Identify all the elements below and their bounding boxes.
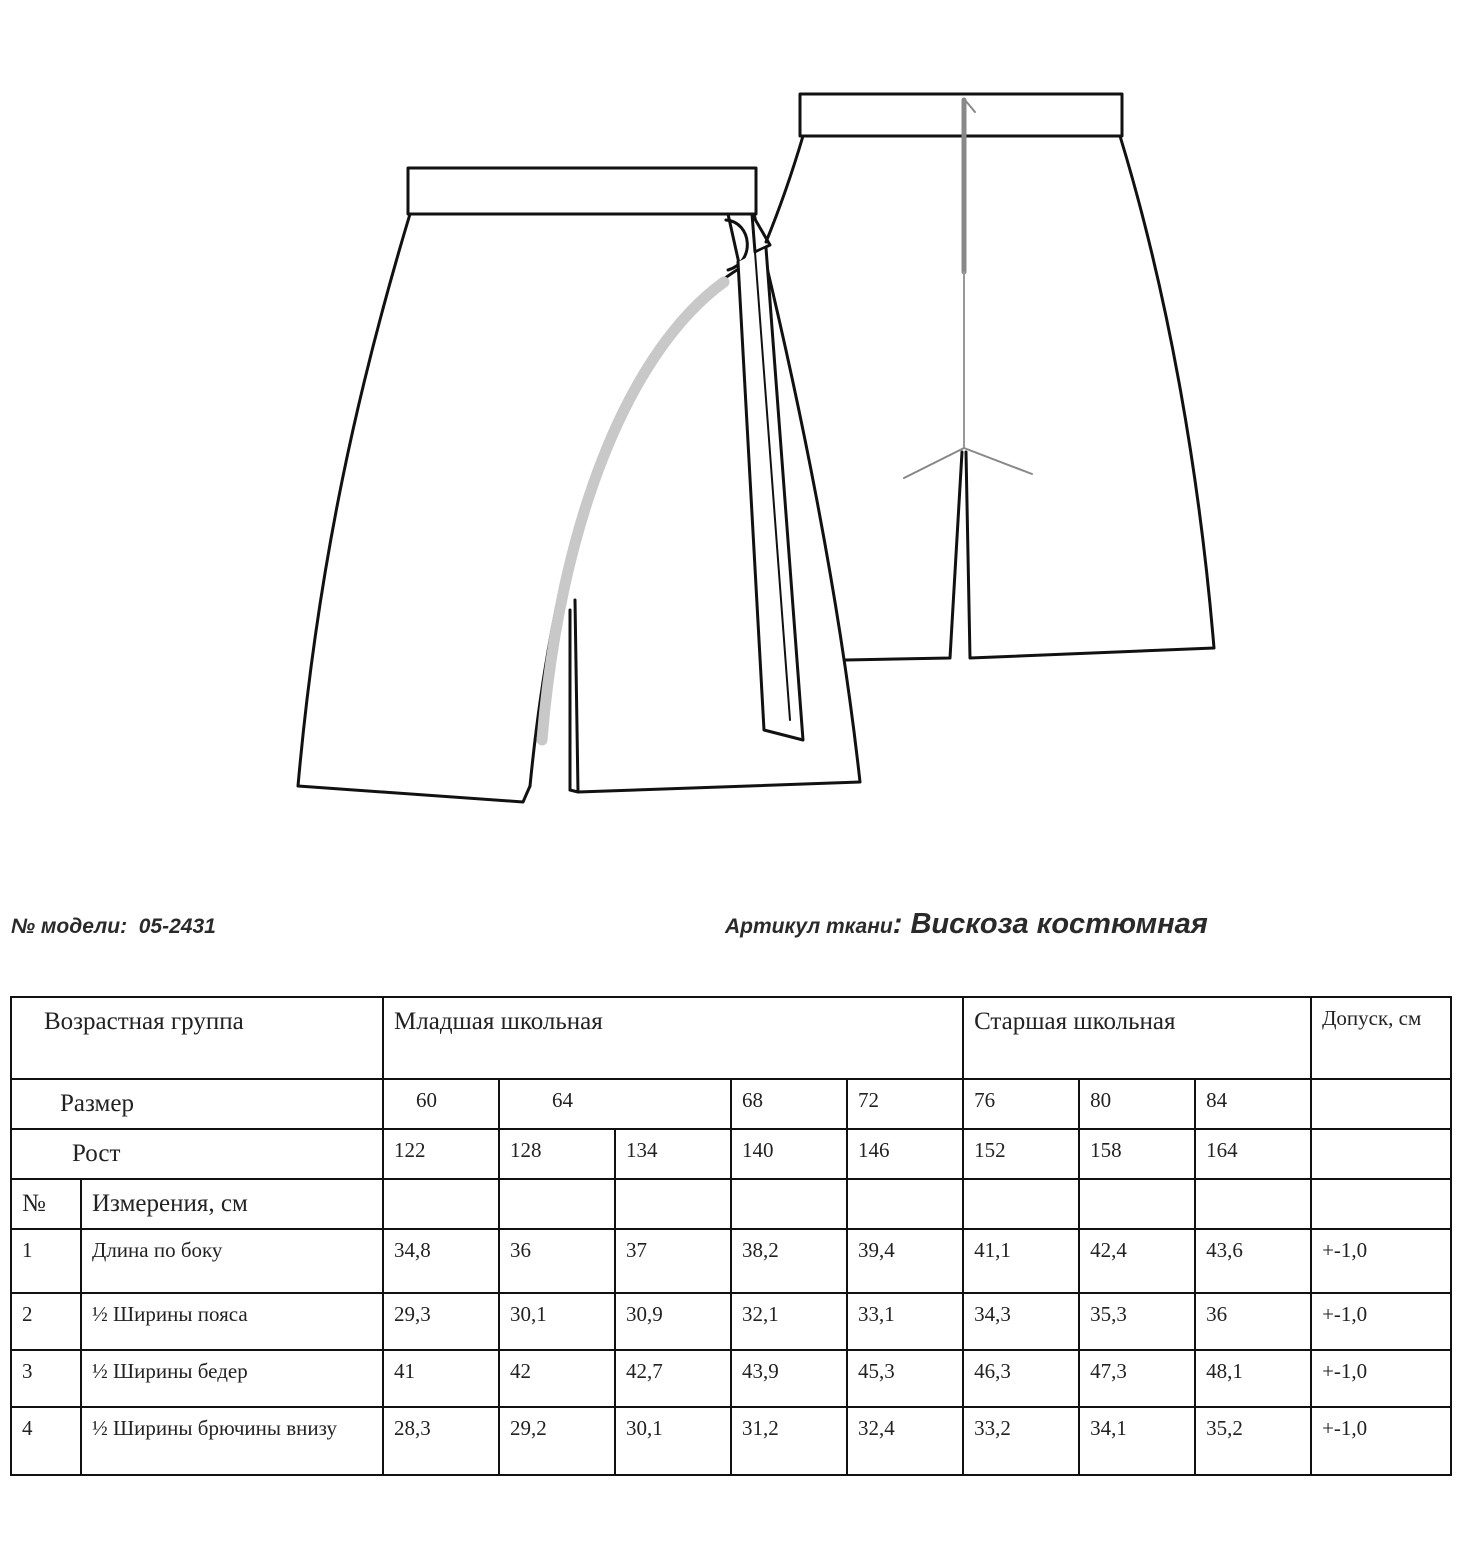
value-cell: 47,3 (1079, 1350, 1195, 1407)
row-name-cell: Длина по боку (81, 1229, 383, 1293)
value-cell: 32,4 (847, 1407, 963, 1475)
fabric-value: : Вискоза костюмная (892, 908, 1208, 940)
value-cell: 31,2 (731, 1407, 847, 1475)
value-cell: 36 (1195, 1293, 1311, 1350)
value-cell: 43,9 (731, 1350, 847, 1407)
row-num-cell: 4 (11, 1407, 81, 1475)
value-cell: 35,2 (1195, 1407, 1311, 1475)
empty-cell (1311, 1179, 1451, 1229)
model-label: № модели: (11, 915, 128, 938)
value-cell: 28,3 (383, 1407, 499, 1475)
value-cell: 33,2 (963, 1407, 1079, 1475)
value-cell: 30,1 (615, 1407, 731, 1475)
empty-cell (963, 1179, 1079, 1229)
fabric-line (725, 908, 1208, 941)
value-cell: 37 (615, 1229, 731, 1293)
model-number-line (11, 915, 216, 939)
tolerance-cell: +-1,0 (1311, 1293, 1451, 1350)
empty-cell (731, 1179, 847, 1229)
value-cell: 48,1 (1195, 1350, 1311, 1407)
value-cell: 36 (499, 1229, 615, 1293)
tolerance-cell: +-1,0 (1311, 1407, 1451, 1475)
size-cell: 68 (731, 1079, 847, 1129)
height-cell: 152 (963, 1129, 1079, 1179)
value-cell: 38,2 (731, 1229, 847, 1293)
row-name-cell: ½ Ширины бедер (81, 1350, 383, 1407)
size-cell: 84 (1195, 1079, 1311, 1129)
height-cell: 146 (847, 1129, 963, 1179)
value-cell: 34,3 (963, 1293, 1079, 1350)
value-cell: 42,4 (1079, 1229, 1195, 1293)
value-cell: 34,8 (383, 1229, 499, 1293)
measurements-table (10, 996, 1452, 1476)
row-name-cell: ½ Ширины брючины внизу (81, 1407, 383, 1475)
size-cell: 64 (499, 1079, 731, 1129)
height-row (11, 1129, 1451, 1179)
measure-header-row (11, 1179, 1451, 1229)
value-cell: 34,1 (1079, 1407, 1195, 1475)
tolerance-cell: +-1,0 (1311, 1229, 1451, 1293)
size-cell: 76 (963, 1079, 1079, 1129)
empty-cell (847, 1179, 963, 1229)
size-cell: 72 (847, 1079, 963, 1129)
size-row (11, 1079, 1451, 1129)
value-cell: 35,3 (1079, 1293, 1195, 1350)
height-cell: 164 (1195, 1129, 1311, 1179)
height-cell: 158 (1079, 1129, 1195, 1179)
value-cell: 29,2 (499, 1407, 615, 1475)
value-cell: 45,3 (847, 1350, 963, 1407)
table-row (11, 1229, 1451, 1293)
front-view-drawing (298, 168, 860, 802)
value-cell: 42,7 (615, 1350, 731, 1407)
height-cell: 134 (615, 1129, 731, 1179)
value-cell: 46,3 (963, 1350, 1079, 1407)
row-num-cell: 3 (11, 1350, 81, 1407)
empty-cell (615, 1179, 731, 1229)
junior-group-cell: Младшая школьная (383, 997, 963, 1079)
empty-cell (1195, 1179, 1311, 1229)
row-name-cell: ½ Ширины пояса (81, 1293, 383, 1350)
value-cell: 33,1 (847, 1293, 963, 1350)
model-number: 05-2431 (138, 915, 216, 938)
value-cell: 39,4 (847, 1229, 963, 1293)
height-cell: 140 (731, 1129, 847, 1179)
value-cell: 42 (499, 1350, 615, 1407)
senior-group-cell: Старшая школьная (963, 997, 1311, 1079)
row-num-cell: 1 (11, 1229, 81, 1293)
height-empty-cell (1311, 1129, 1451, 1179)
value-cell: 41 (383, 1350, 499, 1407)
size-empty-cell (1311, 1079, 1451, 1129)
back-view-drawing (766, 94, 1214, 660)
value-cell: 30,1 (499, 1293, 615, 1350)
table-row (11, 1293, 1451, 1350)
age-group-label-cell: Возрастная группа (11, 997, 383, 1079)
age-group-row (11, 997, 1451, 1079)
num-header-cell: № (11, 1179, 81, 1229)
row-num-cell: 2 (11, 1293, 81, 1350)
size-cell: 80 (1079, 1079, 1195, 1129)
size-cell: 60 (383, 1079, 499, 1129)
value-cell: 41,1 (963, 1229, 1079, 1293)
height-cell: 128 (499, 1129, 615, 1179)
table-row (11, 1350, 1451, 1407)
table-row (11, 1407, 1451, 1475)
empty-cell (383, 1179, 499, 1229)
tolerance-header-cell: Допуск, см (1311, 997, 1451, 1079)
empty-cell (499, 1179, 615, 1229)
measure-header-cell: Измерения, см (81, 1179, 383, 1229)
fabric-label: Артикул ткани (725, 915, 893, 938)
tolerance-cell: +-1,0 (1311, 1350, 1451, 1407)
height-label-cell: Рост (11, 1129, 383, 1179)
value-cell: 43,6 (1195, 1229, 1311, 1293)
value-cell: 30,9 (615, 1293, 731, 1350)
empty-cell (1079, 1179, 1195, 1229)
value-cell: 29,3 (383, 1293, 499, 1350)
value-cell: 32,1 (731, 1293, 847, 1350)
height-cell: 122 (383, 1129, 499, 1179)
size-label-cell: Размер (11, 1079, 383, 1129)
